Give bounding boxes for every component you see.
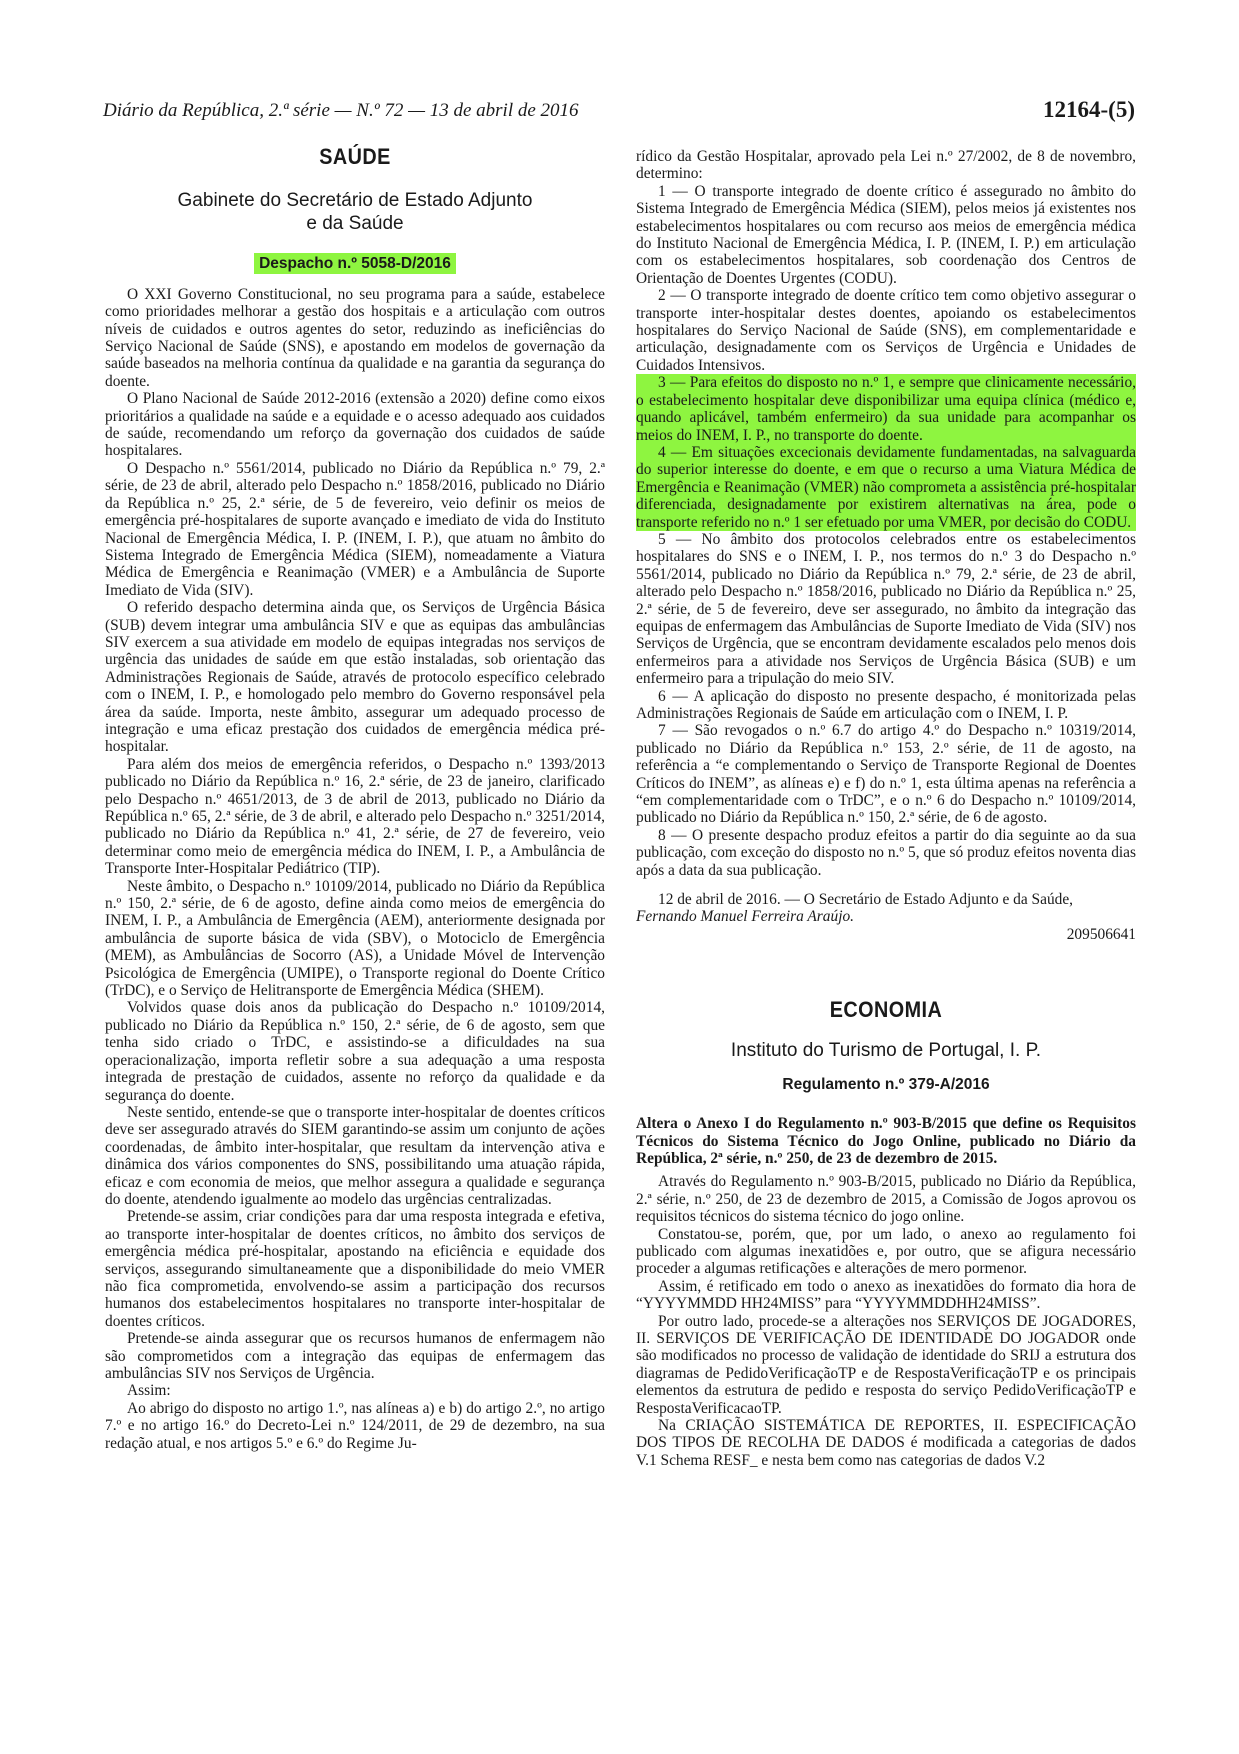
- point-8: 8 — O presente despacho produz efeitos a partir do dia seguinte ao da sua publicação, com exceção do disposto no n.º 5, que só produz efeitos noventa dias após a data da sua publicação.: [636, 826, 1136, 879]
- paragraph: Na CRIAÇÃO SISTEMÁTICA DE REPORTES, II. ESPECIFICAÇÃO DOS TIPOS DE RECOLHA DE DADOS é modificada a categorias de dados V.1 Schema RESF_ e nesta bem como nas categorias de dados V.2: [636, 1417, 1136, 1469]
- section-title-economia: ECONOMIA: [829, 997, 943, 1023]
- paragraph: O referido despacho determina ainda que, os Serviços de Urgência Básica (SUB) devem integrar uma ambulância SIV e que as equipas das ambulâncias SIV exercem a sua atividade em modelo de equipas integradas nos serviços de urgência das unidades de saúde em que estão instaladas, sob orientação das Administrações Regionais de Saúde, através de protocolo específico celebrado com o INEM, I. P., e homologado pelo membro do Governo responsável pela área da saúde. Importa, neste âmbito, assegurar um adequado processo de integração e uma eficaz prestação dos cuidados de emergência médica pré-hospitalar.: [105, 599, 605, 756]
- page-number: 12164-(5): [1043, 97, 1135, 122]
- continuation-paragraph: rídico da Gestão Hospitalar, aprovado pela Lei n.º 27/2002, de 8 de novembro, determino:: [636, 148, 1136, 183]
- signer-name: Fernando Manuel Ferreira Araújo.: [636, 908, 855, 926]
- agency-name-line1: Gabinete do Secretário de Estado Adjunto: [177, 190, 533, 212]
- paragraph: Para além dos meios de emergência referidos, o Despacho n.º 1393/2013 publicado no Diário da República n.º 16, 2.ª série, de 23 de janeiro, clarificado pelo Despacho n.º 4651/2013, de 3 de abril de 2013, publicado no Diário da República n.º 65, 2.ª série, de 3 de abril, e alterado pelo Despacho n.º 3251/2014, publicado no Diário da República n.º 41, 2.ª série, de 27 de fevereiro, veio determinar como meio de emergência médica do INEM, I. P., a Ambulância de Transporte Inter-Hospitalar Pediátrico (TIP).: [105, 755, 605, 878]
- paragraph: Ao abrigo do disposto no artigo 1.º, nas alíneas a) e b) do artigo 2.º, no artigo 7.º e no artigo 16.º do Decreto-Lei n.º 124/2011, de 29 de dezembro, na sua redação atual, e nos artigos 5.º e 6.º do Regime Ju-: [105, 1399, 605, 1452]
- paragraph: Por outro lado, procede-se a alterações nos SERVIÇOS DE JOGADORES, II. SERVIÇOS DE VERIFICAÇÃO DE IDENTIDADE DO JOGADOR onde são modificados no processo de validação de identidade do SRIJ a estrutura dos diagramas de PedidoVerificaçãoTP e de RespostaVerificaçãoTP e os principais elementos da estrutura de pedido e resposta do serviço PedidoVerificaçãoTP e RespostaVerificacaoTP.: [636, 1312, 1136, 1417]
- point-4-highlighted: 4 — Em situações excecionais devidamente fundamentadas, na salvaguarda do superior interesse do doente, e em que o recurso a uma Viatura Médica de Emergência e Reanimação (VMER) não comprometa a assistência pré-hospitalar diferenciada, designadamente por existirem alternativas na área, pode o transporte referido no n.º 1 ser efetuado por uma VMER, por decisão do CODU.: [636, 443, 1136, 531]
- right-column: [636, 148, 1136, 1469]
- point-6: 6 — A aplicação do disposto no presente despacho, é monitorizada pelas Administrações Regionais de Saúde em articulação com o INEM, I. P.: [636, 687, 1136, 722]
- paragraph: Volvidos quase dois anos da publicação do Despacho n.º 10109/2014, publicado no Diário da República n.º 150, 2.ª série, de 6 de agosto, sem que tenha sido criado o TrDC, e assistindo-se a dificuldades na sua operacionalização, importa refletir sobre a sua adequação a uma resposta integrada de prestação de cuidados, assente no reforço da qualidade e da segurança do doente.: [105, 999, 605, 1104]
- point-5: 5 — No âmbito dos protocolos celebrados entre os estabelecimentos hospitalares do SNS e o INEM, I. P., nos termos do n.º 3 do Despacho n.º 5561/2014, publicado no Diário da República n.º 79, 2.ª série, de 23 de abril, alterado pelo Despacho n.º 1858/2016, publicado no Diário da República n.º 25, 2.ª série, de 5 de fevereiro, deve ser assegurado, no âmbito da integração das equipas de enfermagem das Ambulâncias de Suporte Imediato de Vida (SIV) nos Serviços de Urgência, que se encontram devidamente escalados pelo menos dois enfermeiros para a atividade nos Serviços de Urgência Básica (SUB) e um enfermeiro para a tripulação do meio SIV.: [636, 530, 1136, 688]
- agency-name-turismo: Instituto do Turismo de Portugal, I. P.: [730, 1039, 1042, 1061]
- paragraph: Pretende-se assim, criar condições para dar uma resposta integrada e efetiva, ao transporte inter-hospitalar de doentes críticos, no âmbito dos serviços de emergência médica pré-hospitalar, apostando na eficiência e equidade dos serviços, assegurando simultaneamente que a disponibilidade do meio VMER não fica comprometida, envolvendo-se assim a participação dos recursos humanos dos estabelecimentos hospitalares no transporte inter-hospitalar de doentes críticos.: [105, 1208, 605, 1330]
- paragraph: Assim:: [127, 1382, 171, 1400]
- regulamento-summary: Altera o Anexo I do Regulamento n.º 903-B/2015 que define os Requisitos Técnicos do Sistema Técnico do Jogo Online, publicado no Diário da República, 2ª série, n.º 250, de 23 de dezembro de 2015.: [636, 1115, 1136, 1167]
- paragraph: Pretende-se ainda assegurar que os recursos humanos de enfermagem não são comprometidos com a integração das equipas de enfermagem das ambulâncias SIV nos Serviços de Urgência.: [105, 1330, 605, 1382]
- point-2: 2 — O transporte integrado de doente crítico tem como objetivo assegurar o transporte inter-hospitalar destes doentes, apoiando os estabelecimentos hospitalares do Serviço Nacional de Saúde (SNS), em complementaridade e articulação, designadamente com os Serviços de Urgência e Unidades de Cuidados Intensivos.: [636, 287, 1136, 374]
- left-column: [105, 144, 605, 1452]
- despacho-title-wrap: [105, 255, 605, 272]
- reference-number: 209506641: [1066, 925, 1136, 943]
- despacho-title: Despacho n.º 5058-D/2016: [254, 253, 456, 274]
- point-7: 7 — São revogados o n.º 6.7 do artigo 4.º do Despacho n.º 10319/2014, publicado no Diário da República n.º 153, 2.º série, de 11 de agosto, na referência a “e complementando o Serviço de Transporte Regional de Doentes Críticos do INEM”, as alíneas e) e f) do n.º 1, esta última apenas na referência a “em complementaridade com o TrDC”, e o n.º 6 do Despacho n.º 10109/2014, publicado no Diário da República n.º 150, 2.ª série, de 6 de agosto.: [636, 722, 1136, 827]
- regulamento-title: Regulamento n.º 379-A/2016: [782, 1075, 990, 1093]
- point-3-highlighted: 3 — Para efeitos do disposto no n.º 1, e sempre que clinicamente necessário, o estabelecimento hospitalar deve disponibilizar uma equipa clínica (médico e, quando aplicável, também enfermeiro) da sua unidade para acompanhar os meios do INEM, I. P., no transporte do doente.: [636, 374, 1136, 444]
- page-header-title: Diário da República, 2.ª série — N.º 72 — 13 de abril de 2016: [103, 100, 579, 121]
- paragraph: Através do Regulamento n.º 903-B/2015, publicado no Diário da República, 2.ª série, n.º 250, de 23 de dezembro de 2015, a Comissão de Jogos aprovou os requisitos técnicos do sistema técnico do jogo online.: [636, 1173, 1136, 1226]
- agency-name-line2: e da Saúde: [306, 213, 404, 235]
- paragraph: O Plano Nacional de Saúde 2012-2016 (extensão a 2020) define como eixos prioritários a qualidade na saúde e a equidade e o acesso adequado aos cuidados de saúde, recomendando um reforço da governação dos cuidados de saúde hospitalares.: [105, 390, 605, 460]
- signature-line: 12 de abril de 2016. — O Secretário de Estado Adjunto e da Saúde,: [658, 891, 1074, 909]
- paragraph: Neste sentido, entende-se que o transporte inter-hospitalar de doentes críticos deve ser assegurado através do SIEM garantindo-se assim um conjunto de ações coordenadas, de âmbito inter-hospitalar, que resultam da intervenção ativa e dinâmica dos vários componentes do SNS, possibilitando uma atuação rápida, eficaz e com economia de meios, que melhor assegura a qualidade e segurança do doente, atendendo igualmente ao modelo das urgências centralizadas.: [105, 1103, 605, 1208]
- paragraph: O XXI Governo Constitucional, no seu programa para a saúde, estabelece como prioridades melhorar a gestão dos hospitais e a articulação com outros níveis de cuidados e outros agentes do setor, reduzindo as ineficiências do Serviço Nacional de Saúde (SNS), e apostando em modelos de governação da saúde baseados na melhoria contínua da qualidade e na garantia da segurança do doente.: [105, 285, 605, 390]
- paragraph: Neste âmbito, o Despacho n.º 10109/2014, publicado no Diário da República n.º 150, 2.ª série, de 6 de agosto, define ainda como meios de emergência do INEM, I. P., a Ambulância de Emergência (AEM), anteriormente designada por ambulância de suporte básica de vida (SBV), o Motociclo de Emergência (MEM), as Ambulâncias de Socorro (AS), a Unidade Móvel de Intervenção Psicológica de Emergência (UMIPE), o Transporte regional do Doente Crítico (TrDC), e o Serviço de Helitransporte de Emergência Médica (SHEM).: [105, 877, 605, 1000]
- paragraph: Assim, é retificado em todo o anexo as inexatidões do formato dia hora de “YYYYMMDD HH24MISS” para “YYYYMMDDHH24MISS”.: [636, 1277, 1136, 1313]
- regulamento-title-wrap: [636, 1076, 1136, 1093]
- point-1: 1 — O transporte integrado de doente crítico é assegurado no âmbito do Sistema Integrado de Emergência Médica (SIEM), pelos meios já existentes nos estabelecimentos hospitalares ou com recurso aos meios de emergência médica do Instituto Nacional de Emergência Médica, I. P. (INEM, I. P.) em articulação com os estabelecimentos hospitalares, sob coordenação dos Centros de Orientação de Doentes Urgentes (CODU).: [636, 182, 1136, 287]
- paragraph: Constatou-se, porém, que, por um lado, o anexo ao regulamento foi publicado com algumas inexatidões e, por outro, que se afigura necessário proceder a algumas retificações e alterações de mero pormenor.: [636, 1225, 1136, 1278]
- paragraph: O Despacho n.º 5561/2014, publicado no Diário da República n.º 79, 2.ª série, de 23 de abril, alterado pelo Despacho n.º 1858/2016, publicado no Diário da República n.º 25, 2.ª série, de 5 de fevereiro, veio definir os meios de emergência pré-hospitalares de suporte avançado e imediato de vida do Instituto Nacional de Emergência Médica, I. P. (INEM, I. P.), que atuam no âmbito do Sistema Integrado de Emergência Médica (SIEM), nomeadamente a Viatura Médica de Emergência e Reanimação (VMER) e a Ambulância de Suporte Imediato de Vida (SIV).: [105, 459, 605, 599]
- section-title-saude: SAÚDE: [319, 144, 391, 169]
